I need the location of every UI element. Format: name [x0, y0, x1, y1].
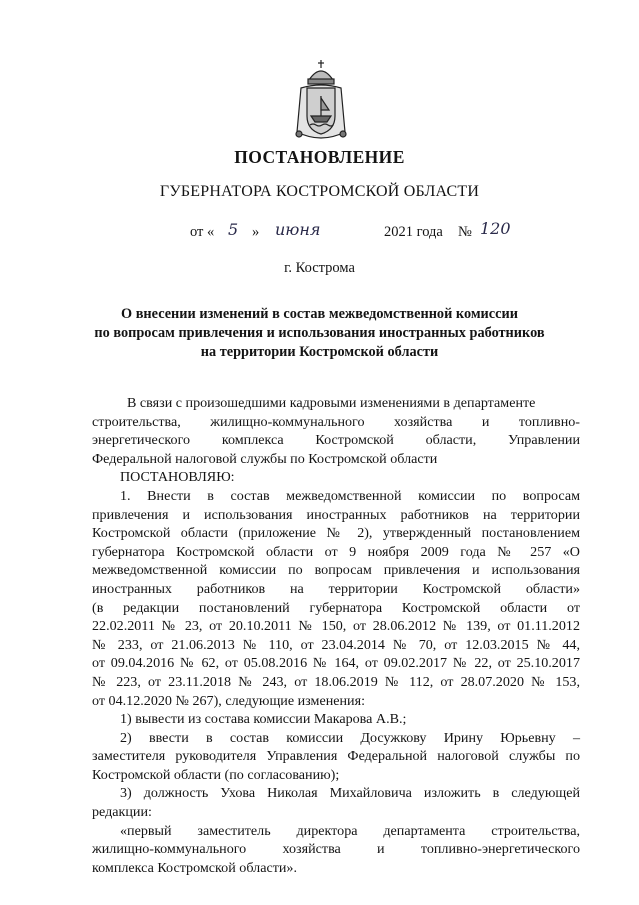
- document-title: ПОСТАНОВЛЕНИЕ: [234, 147, 405, 167]
- number-label: №: [458, 224, 472, 240]
- body-line: 3) должность Ухова Николая Михайловича изложить в следующей: [120, 785, 580, 802]
- body-line: 2) ввести в состав комиссии Досужкову Ирину Юрьевну –: [120, 729, 580, 746]
- body-line: редакции:: [92, 804, 152, 821]
- body-line: иностранных работников на территории Костромской области»: [92, 580, 580, 597]
- body-line: 1. Внести в состав межведомственной комиссии по вопросам: [120, 487, 580, 504]
- date-line: [190, 219, 570, 246]
- document-number-handwritten: 120: [480, 219, 511, 238]
- date-month-handwritten: июня: [275, 220, 321, 239]
- body-line: энергетического комплекса Костромской области, Управлении: [92, 432, 580, 449]
- body-line: заместителя руководителя Управления Федеральной налоговой службы по: [92, 748, 580, 765]
- body-line: Костромской области (приложение № 2), утвержденный постановлением: [92, 525, 580, 542]
- date-prefix: от «: [190, 224, 215, 240]
- heading-line: на территории Костромской области: [200, 344, 439, 360]
- date-day-handwritten: 5: [228, 220, 239, 239]
- heading-line: О внесении изменений в состав межведомственной комиссии: [121, 306, 518, 322]
- document-subtitle: ГУБЕРНАТОРА КОСТРОМСКОЙ ОБЛАСТИ: [159, 183, 480, 200]
- city: г. Кострома: [284, 260, 355, 276]
- body-line: жилищно-коммунального хозяйства и топливно-энергетического: [92, 841, 580, 858]
- body-line: № 223, от 23.11.2018 № 243, от 18.06.2019 № 112, от 28.07.2020 № 153,: [92, 673, 580, 690]
- body-line: губернатора Костромской области от 9 ноября 2009 года № 257 «О: [92, 543, 580, 560]
- body-line: (в редакции постановлений губернатора Костромской области от: [92, 599, 580, 616]
- body-line: Федеральной налоговой службы по Костромской области: [92, 450, 438, 467]
- date-quote-close: »: [252, 224, 260, 240]
- document-heading: [0, 305, 639, 362]
- body-line: 22.02.2011 № 23, от 20.10.2011 № 150, от 28.06.2012 № 139, от 01.11.2012: [92, 618, 580, 635]
- body-line: ПОСТАНОВЛЯЮ:: [120, 469, 235, 486]
- heading-line: по вопросам привлечения и использования иностранных работников: [94, 325, 545, 341]
- body-line: «первый заместитель директора департамента строительства,: [120, 822, 580, 839]
- body-line: № 233, от 21.06.2013 № 110, от 23.04.2014 № 70, от 12.03.2015 № 44,: [92, 636, 580, 653]
- body-line: комплекса Костромской области».: [92, 859, 297, 876]
- coat-of-arms-icon: [291, 58, 351, 144]
- body-line: 1) вывести из состава комиссии Макарова А.В.;: [120, 711, 407, 728]
- document-body: [92, 394, 580, 877]
- body-line: от 09.04.2016 № 62, от 05.08.2016 № 164, от 09.02.2017 № 22, от 25.10.2017: [92, 655, 580, 672]
- body-line: В связи с произошедшими кадровыми изменениями в департаменте: [127, 395, 536, 411]
- body-line: межведомственной комиссии по вопросам привлечения и использования: [92, 562, 580, 579]
- body-line: строительства, жилищно-коммунального хозяйства и топливно-: [92, 413, 580, 430]
- body-line: от 04.12.2020 № 267), следующие изменения:: [92, 692, 365, 709]
- body-line: Костромской области (по согласованию);: [92, 766, 340, 783]
- body-line: привлечения и использования иностранных работников на территории: [92, 506, 580, 523]
- date-year: 2021 года: [384, 224, 443, 240]
